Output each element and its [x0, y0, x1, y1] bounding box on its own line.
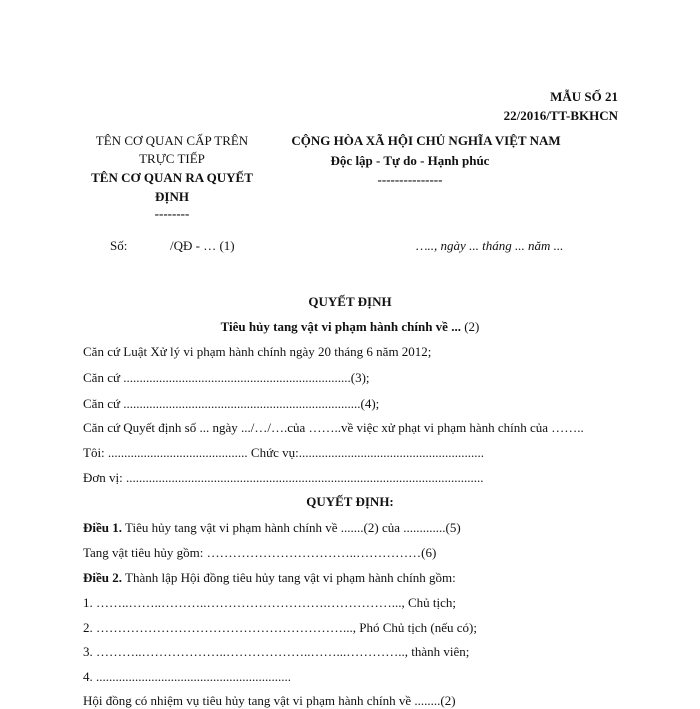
basis-line-3: Căn cứ .........................................................................(4);	[83, 396, 380, 411]
agency-divider: --------	[154, 206, 190, 221]
document-subject-note: (2)	[460, 319, 480, 334]
article-2-label: Điều 2.	[83, 570, 122, 585]
council-duty-line: Hội đồng có nhiệm vụ tiêu hủy tang vật vi phạm hành chính về ........(2)	[83, 693, 456, 708]
national-slogan: Độc lập - Tự do - Hạnh phúc	[330, 153, 490, 168]
article-1-text: Tiêu hủy tang vật vi phạm hành chính về .......(2) của .............(5)	[122, 520, 461, 535]
official-line: Tôi: ........................................... Chức vụ:.........................................................	[83, 445, 485, 460]
republic-name: CỘNG HÒA XÃ HỘI CHỦ NGHĨA VIỆT NAM	[291, 133, 561, 148]
basis-line-1: Căn cứ Luật Xử lý vi phạm hành chính ngày 20 tháng 6 năm 2012;	[83, 344, 432, 359]
number-label: Số:	[110, 238, 128, 253]
motto-divider: ---------------	[377, 172, 443, 187]
superior-agency-line2: TRỰC TIẾP	[139, 151, 205, 166]
document-subject-text: Tiêu hủy tang vật vi phạm hành chính về ...	[220, 319, 461, 334]
form-code-line2: 22/2016/TT-BKHCN	[503, 108, 618, 123]
unit-line: Đơn vị: ..............................................................................................................	[83, 470, 484, 485]
issuing-agency-line1: TÊN CƠ QUAN RA QUYẾT	[91, 170, 253, 185]
decision-heading: QUYẾT ĐỊNH:	[306, 494, 394, 509]
basis-line-4: Căn cứ Quyết định số ... ngày .../…/….của ……..về việc xử phạt vi phạm hành chính của ……..	[83, 420, 584, 435]
article-2	[83, 570, 456, 586]
document-subject	[221, 319, 480, 335]
decision-number: /QĐ - … (1)	[170, 238, 235, 253]
council-member-2: 2. …………………………………………………..., Phó Chủ tịch (nếu có);	[83, 620, 477, 635]
article-1-label: Điều 1.	[83, 520, 122, 535]
council-member-3: 3. ………..………………..………………..……...………….., thành viên;	[83, 644, 470, 659]
items-line: Tang vật tiêu hủy gồm: ……………………………..……………(6)	[83, 545, 437, 560]
article-1	[83, 520, 461, 536]
issuing-agency-line2: ĐỊNH	[155, 189, 189, 204]
form-code-line1: MẪU SỐ 21	[550, 89, 618, 104]
superior-agency-line1: TÊN CƠ QUAN CẤP TRÊN	[95, 133, 249, 148]
article-2-text: Thành lập Hội đồng tiêu hủy tang vật vi phạm hành chính gồm:	[122, 570, 456, 585]
document-title: QUYẾT ĐỊNH	[308, 294, 392, 309]
place-date-line: ….., ngày ... tháng ... năm ...	[416, 238, 564, 253]
basis-line-2: Căn cứ ......................................................................(3);	[83, 370, 370, 385]
council-member-4: 4. ............................................................	[83, 669, 291, 684]
council-member-1: 1. ……..……..………..……………………….……………..., Chủ tịch;	[83, 595, 457, 610]
